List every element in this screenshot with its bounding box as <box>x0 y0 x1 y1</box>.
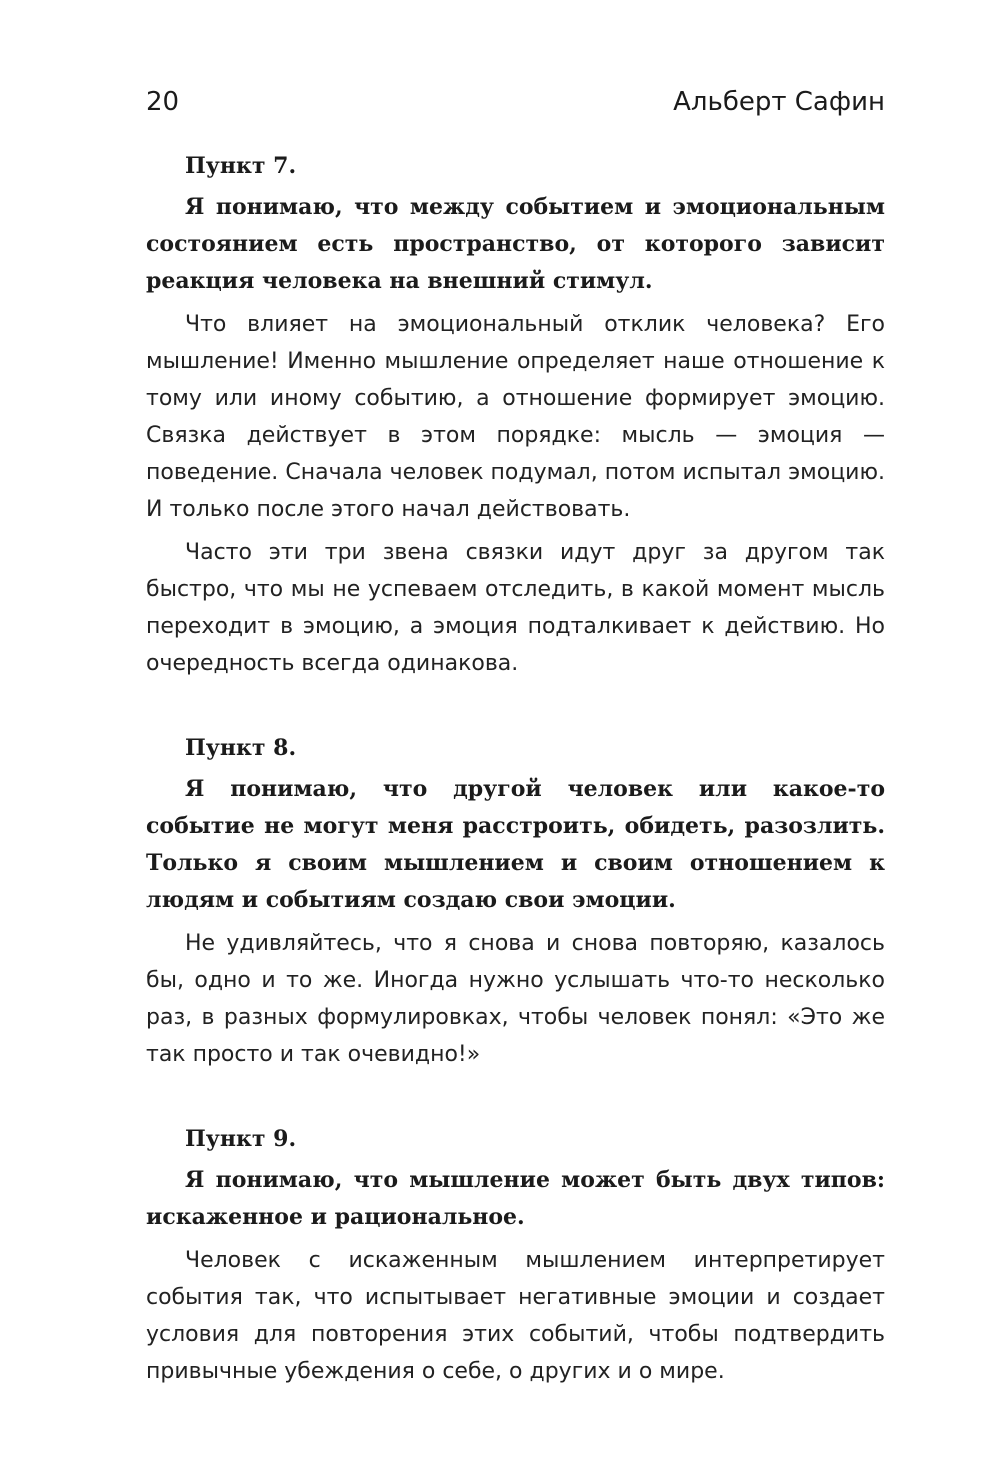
body-paragraph: Человек с искаженным мышлением интерпретирует события так, что испытывает негативные эмоции и создает условия для повторения этих событий, чтобы подтвердить привычные убеждения о себе, о других и о мире. <box>146 1248 885 1384</box>
point-statement: Я понимаю, что мышление может быть двух типов: искаженное и рациональное. <box>146 1167 885 1230</box>
point-heading: Пункт 7. <box>185 153 297 179</box>
section-point-9 <box>146 1121 885 1390</box>
page-number: 20 <box>146 87 180 117</box>
body-paragraph: Что влияет на эмоциональный отклик человека? Его мышление! Именно мышление определяет наше отношение к тому или иному событию, а отношение формирует эмоцию. Связка действует в этом порядке: мысль — эмоция — поведение. Сначала человек подумал, потом испытал эмоцию. И только после этого начал действовать. <box>146 312 885 522</box>
body-paragraph: Не удивляйтесь, что я снова и снова повторяю, казалось бы, одно и то же. Иногда нужно услышать что-то несколько раз, в разных формулировках, чтобы человек понял: «Это же так просто и так очевидно!» <box>146 931 885 1067</box>
point-heading: Пункт 8. <box>185 735 297 761</box>
running-head <box>146 84 885 120</box>
section-point-8 <box>146 730 885 1073</box>
body-paragraph: Часто эти три звена связки идут друг за другом так быстро, что мы не успеваем отследить, в какой момент мысль переходит в эмоцию, а эмоция подталкивает к действию. Но очередность всегда одинакова. <box>146 540 885 676</box>
point-statement: Я понимаю, что другой человек или какое-то событие не могут меня расстроить, обидеть, разозлить. Только я своим мышлением и своим отношением к людям и событиям создаю свои эмоции. <box>146 776 885 913</box>
section-point-7 <box>146 148 885 682</box>
point-statement: Я понимаю, что между событием и эмоциональным состоянием есть пространство, от которого зависит реакция человека на внешний стимул. <box>146 194 885 294</box>
point-heading: Пункт 9. <box>185 1126 297 1152</box>
page-content <box>146 148 885 1438</box>
author-name: Альберт Сафин <box>673 87 885 117</box>
